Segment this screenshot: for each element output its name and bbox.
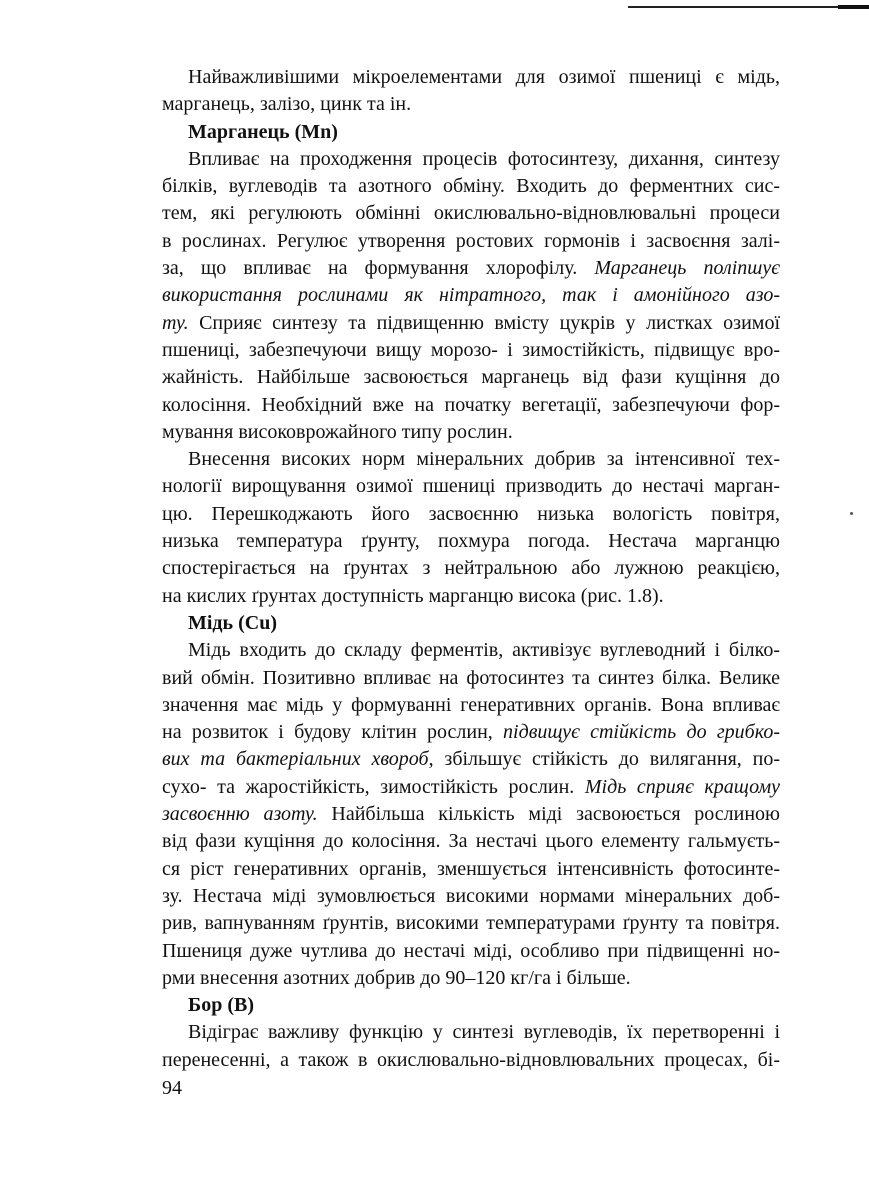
- text-run: зу. Нестача міді зумовлюється високими нормами мінеральних доб-: [162, 884, 780, 907]
- page-number: 94: [162, 1077, 182, 1099]
- text-line: [162, 1019, 780, 1046]
- text-line: [162, 392, 780, 419]
- text-line: [162, 801, 780, 828]
- section-heading: Мідь (Cu): [188, 611, 278, 634]
- text-line: [162, 555, 780, 582]
- text-line: [162, 419, 780, 446]
- text-run: рми внесення азотних добрив до 90–120 кг/га і більше.: [162, 966, 631, 989]
- stray-mark: [850, 512, 853, 515]
- text-run: Мідь входить до складу ферментів, активізує вуглеводний і білко-: [188, 639, 780, 662]
- text-line: [162, 692, 780, 719]
- text-run: Впливає на проходження процесів фотосинтезу, дихання, синтезу: [188, 147, 780, 170]
- text-line: [162, 501, 780, 528]
- text-line: [162, 364, 780, 391]
- text-line: [162, 938, 780, 965]
- text-run: білків, вуглеводів та азотного обміну. Входить до ферментних сис-: [162, 175, 780, 198]
- text-line: [162, 146, 780, 173]
- italic-text: підвищує стійкість до грибко-: [503, 721, 780, 744]
- text-run: тем, які регулюють обмінні окислювально-відновлювальні процеси: [162, 202, 780, 225]
- text-line: [162, 282, 780, 309]
- text-line: [162, 746, 780, 773]
- italic-text: Мідь сприяє кращому: [584, 775, 781, 798]
- text-run: Найбільша кількість міді засвоюється рослиною: [317, 803, 780, 826]
- section-heading: Бор (B): [188, 994, 255, 1017]
- text-line: [162, 64, 780, 91]
- section-heading: Марганець (Mn): [188, 120, 338, 143]
- text-line: [162, 473, 780, 500]
- text-line: [162, 719, 780, 746]
- text-line: [162, 173, 780, 200]
- text-line: [162, 337, 780, 364]
- text-line: [162, 965, 780, 992]
- text-run: від фази кущіння до колосіння. За нестачі цього елементу гальмуєть-: [162, 830, 780, 853]
- text-run: на кислих ґрунтах доступність марганцю висока (рис. 1.8).: [162, 584, 664, 607]
- text-run: на розвиток і будову клітин рослин,: [162, 721, 504, 744]
- text-run: Пшениця дуже чутлива до нестачі міді, особливо при підвищенні но-: [162, 939, 780, 962]
- text-line: [162, 446, 780, 473]
- text-line: [162, 200, 780, 227]
- text-line: [162, 91, 780, 118]
- italic-text: Марганець поліпшує: [594, 257, 780, 280]
- text-line: [162, 255, 780, 282]
- text-line: [162, 637, 780, 664]
- text-line: [162, 828, 780, 855]
- page-body: [162, 64, 780, 1074]
- italic-text: вих та бактеріальних хвороб: [162, 748, 429, 771]
- text-line: [162, 910, 780, 937]
- text-run: в рослинах. Регулює утворення ростових гормонів і засвоєння залі-: [162, 229, 780, 252]
- text-run: Найважливішими мікроелементами для озимої пшениці є мідь,: [188, 66, 780, 88]
- text-run: значення має мідь у формуванні генеративних органів. Вона впливає: [162, 693, 780, 716]
- text-run: пшениці, забезпечуючи вищу морозо- і зимостійкість, підвищує вро-: [162, 338, 780, 361]
- text-run: мування високоврожайного типу рослин.: [162, 420, 513, 443]
- top-rule-tail: [838, 5, 869, 9]
- text-run: колосіння. Необхідний вже на початку вегетації, забезпечуючи фор-: [162, 393, 780, 416]
- text-run: , збільшує стійкість до вилягання, по-: [428, 748, 780, 771]
- text-run: Сприяє синтезу та підвищенню вмісту цукрів у листках озимої: [188, 311, 780, 334]
- text-line: [162, 883, 780, 910]
- text-line: [162, 774, 780, 801]
- text-run: Внесення високих норм мінеральних добрив за інтенсивної тех-: [188, 448, 780, 471]
- text-run: рив, вапнуванням ґрунтів, високими температурами ґрунту та повітря.: [162, 912, 780, 935]
- text-run: вий обмін. Позитивно впливає на фотосинтез та синтез білка. Велике: [162, 666, 780, 689]
- text-run: марганець, залізо, цинк та ін.: [162, 93, 412, 116]
- text-line: [162, 310, 780, 337]
- italic-text: засвоєнню азоту.: [162, 803, 318, 826]
- text-line: [162, 665, 780, 692]
- text-run: перенесенні, а також в окислювально-відновлювальних процесах, бі-: [162, 1048, 780, 1071]
- italic-text: використання рослинами як нітратного, так і амонійного азо-: [162, 284, 780, 307]
- text-run: ся ріст генеративних органів, зменшується інтенсивність фотосинте-: [162, 857, 780, 880]
- text-line: [162, 856, 780, 883]
- text-line: [162, 583, 780, 610]
- text-run: за, що впливає на формування хлорофілу.: [162, 257, 595, 280]
- text-line: [162, 528, 780, 555]
- text-run: цю. Перешкоджають його засвоєнню низька вологість повітря,: [162, 502, 780, 525]
- text-run: нології вирощування озимої пшениці призводить до нестачі марган-: [162, 475, 780, 498]
- text-run: сухо- та жаростійкість, зимостійкість рослин.: [162, 775, 585, 798]
- top-rule: [628, 6, 869, 8]
- text-run: Відіграє важливу функцію у синтезі вуглеводів, їх перетворенні і: [188, 1021, 780, 1044]
- text-line: [162, 228, 780, 255]
- italic-text: ту.: [162, 311, 189, 334]
- text-run: спостерігається на ґрунтах з нейтральною або лужною реакцією,: [162, 557, 780, 580]
- text-run: низька температура ґрунту, похмура погода. Нестача марганцю: [162, 530, 780, 553]
- text-run: жайність. Найбільше засвоюється марганець від фази кущіння до: [162, 366, 780, 389]
- text-line: [162, 1047, 780, 1074]
